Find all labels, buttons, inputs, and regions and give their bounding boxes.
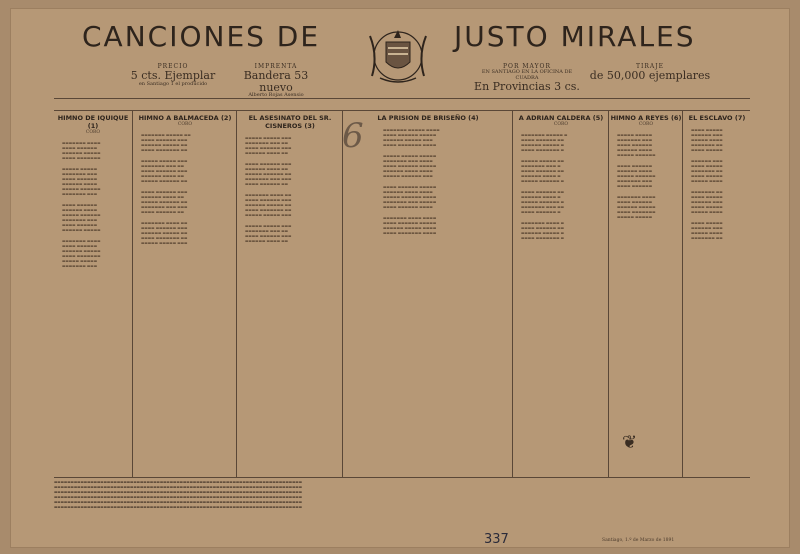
column-number: (7) [734,114,746,122]
footer-notes: ▬▬▬▬▬▬▬▬▬▬▬▬▬▬▬▬▬▬▬▬▬▬▬▬▬▬▬▬▬▬▬▬▬▬▬▬▬▬▬▬▬▬▬▬▬▬▬▬▬▬▬▬▬▬▬▬▬▬▬▬▬▬▬▬▬▬▬▬▬▬▬▬▬▬▬ ▬▬▬▬▬▬▬▬▬▬▬▬▬▬▬▬▬▬▬▬▬▬▬▬▬▬▬▬▬▬▬▬▬▬▬▬▬▬▬▬▬▬▬▬▬▬▬▬▬▬▬▬▬▬▬▬▬▬▬▬▬▬▬▬▬▬▬▬▬▬▬▬▬▬▬ ▬▬▬▬▬▬▬▬▬▬▬▬▬▬▬▬▬▬▬▬▬▬▬▬▬▬▬▬▬▬▬▬▬▬▬▬▬▬▬▬▬▬▬▬▬▬▬▬▬▬▬▬▬▬▬▬▬▬▬▬▬▬▬▬▬▬▬▬▬▬▬▬▬▬▬ ▬▬▬▬▬▬▬▬▬▬▬▬▬▬▬▬▬▬▬▬▬▬▬▬▬▬▬▬▬▬▬▬▬▬▬▬▬▬▬▬▬▬▬▬▬▬▬▬▬▬▬▬▬▬▬▬▬▬▬▬▬▬▬▬▬▬▬▬▬▬▬▬▬▬▬ ▬▬▬▬▬▬▬▬▬▬▬▬▬▬▬▬▬▬▬▬▬▬▬▬▬▬▬▬▬▬▬▬▬▬▬▬▬▬▬▬▬▬▬▬▬▬▬▬▬▬▬▬▬▬▬▬▬▬▬▬▬▬▬▬▬▬▬▬▬▬▬▬▬▬▬ ▬▬▬▬▬▬▬▬▬▬▬▬▬▬▬▬▬▬▬▬▬▬▬▬▬▬▬▬▬▬▬▬▬▬▬▬▬▬▬▬▬▬▬▬▬▬▬▬▬▬▬▬▬▬▬▬▬▬▬▬▬▬▬▬▬▬▬▬▬▬▬▬▬▬▬ [54,480,303,509]
column-briseno [342,111,513,477]
column-title: EL ASESINATO DEL SR. CISNEROS [248,114,332,130]
coat-of-arms-icon [360,26,436,88]
column-number: (6) [670,114,682,122]
column-number: (3) [304,122,315,130]
printer-note: Alberto Rojas Asensio [248,92,304,99]
fleuron-ornament-icon: ❦ [622,432,638,453]
column-number: (5) [592,114,604,122]
printer-value: Bandera 53 nuevo [243,69,309,94]
wholesale-block [472,64,582,92]
column-title: A ADRIAN CALDERA [518,114,591,122]
column-himno-iquique [54,111,132,477]
verse-block: ▬▬▬▬▬▬▬ ▬▬▬▬▬ ▬▬▬▬ ▬▬▬▬ ▬▬▬▬▬▬ ▬▬▬▬▬ ▬▬▬▬▬▬ ▬▬▬▬▬ ▬▬▬ ▬▬▬▬ ▬▬▬▬▬▬▬ ▬▬▬▬ ▬▬▬▬▬ ▬▬▬▬▬ ▬▬▬▬▬ ▬▬▬▬▬▬▬ ▬▬▬ ▬▬▬▬ ▬▬▬▬ ▬▬▬▬▬▬ ▬▬▬▬▬ ▬▬▬▬▬▬ ▬▬▬▬ ▬▬▬▬ ▬▬▬▬▬ ▬▬▬▬▬▬ ▬▬▬ ▬▬▬▬ ▬▬▬▬▬▬ ▬▬▬▬▬ ▬▬▬▬▬▬ ▬▬▬▬ ▬▬▬▬ ▬▬▬▬▬ ▬▬▬▬▬▬ ▬▬▬▬ ▬▬▬▬▬▬▬ ▬▬▬ ▬▬▬▬▬ ▬▬▬▬ ▬▬▬▬▬▬ ▬▬▬▬ ▬▬▬▬▬▬▬ ▬▬▬▬ ▬▬▬▬ ▬▬▬▬ ▬▬▬▬▬▬ ▬▬▬▬▬ ▬▬▬▬▬▬ ▬▬▬▬▬ ▬▬▬▬ ▬▬▬▬ ▬▬▬▬▬▬▬ ▬▬▬▬ [383,128,440,235]
header [10,8,790,108]
column-el-esclavo [682,111,751,477]
archive-number: 337 [484,532,509,547]
column-number: (2) [220,114,232,122]
verse-block: ▬▬▬▬▬ ▬▬▬▬▬ ▬▬▬ ▬▬▬▬▬▬▬ ▬▬▬ ▬▬ ▬▬▬▬ ▬▬▬▬▬▬ ▬▬▬ ▬▬▬▬▬▬ ▬▬▬▬ ▬▬ ▬▬▬▬ ▬▬▬▬▬▬ ▬▬▬ ▬▬▬▬▬▬ ▬▬▬▬ ▬▬ ▬▬▬▬▬ ▬▬▬▬▬▬ ▬▬ ▬▬▬▬▬▬▬ ▬▬▬ ▬▬▬ ▬▬▬▬ ▬▬▬▬▬▬ ▬▬ ▬▬▬▬▬▬▬ ▬▬▬▬ ▬▬ ▬▬▬▬ ▬▬▬▬▬▬ ▬▬▬ ▬▬▬▬▬▬ ▬▬▬▬▬ ▬▬ ▬▬▬▬ ▬▬▬▬▬▬▬ ▬▬ ▬▬▬▬▬ ▬▬▬▬▬ ▬▬▬ ▬▬▬▬▬ ▬▬▬▬▬ ▬▬▬ ▬▬▬▬▬▬▬ ▬▬▬ ▬▬ ▬▬▬▬ ▬▬▬▬▬▬ ▬▬▬ ▬▬▬▬▬▬ ▬▬▬▬ ▬▬ [245,136,292,243]
column-cisneros [236,111,343,477]
price-label: PRECIO [157,63,189,70]
pen-mark: 6 [342,116,364,156]
verse-block: ▬▬▬▬▬▬▬ ▬▬▬▬▬ ▬ ▬▬▬▬ ▬▬▬▬▬▬ ▬▬ ▬▬▬▬▬▬ ▬▬▬▬▬ ▬ ▬▬▬▬ ▬▬▬▬▬▬▬ ▬ ▬▬▬▬▬ ▬▬▬▬▬ ▬▬ ▬▬▬▬▬▬▬ ▬▬▬ ▬ ▬▬▬▬ ▬▬▬▬▬▬ ▬▬ ▬▬▬▬▬▬ ▬▬▬▬ ▬ ▬▬▬▬▬ ▬▬▬▬▬▬ ▬ ▬▬▬▬ ▬▬▬▬▬▬ ▬▬ ▬▬▬▬▬▬ ▬▬▬▬ ▬ ▬▬▬▬▬ ▬▬▬▬▬▬ ▬ ▬▬▬▬▬▬▬ ▬▬▬ ▬▬ ▬▬▬▬ ▬▬▬▬▬▬ ▬ ▬▬▬▬▬▬▬ ▬▬▬▬ ▬ ▬▬▬▬ ▬▬▬▬▬▬ ▬▬ ▬▬▬▬▬▬ ▬▬▬▬▬ ▬ ▬▬▬▬ ▬▬▬▬▬▬▬ ▬ [521,133,568,240]
column-title: HIMNO DE IQUIQUE [57,114,129,122]
column-number: (1) [87,122,99,130]
wholesale-label: POR MAYOR [502,63,551,70]
column-title: HIMNO A REYES [610,114,669,122]
verse-block: ▬▬▬▬ ▬▬▬▬▬ ▬▬▬▬▬▬ ▬▬▬ ▬▬▬▬▬ ▬▬▬▬ ▬▬▬▬▬▬▬ ▬▬ ▬▬▬▬ ▬▬▬▬▬ ▬▬▬▬▬▬ ▬▬▬ ▬▬▬▬ ▬▬▬▬▬ ▬▬▬▬▬▬▬ ▬▬ ▬▬▬▬ ▬▬▬▬▬ ▬▬▬▬▬ ▬▬▬▬ ▬▬▬▬▬▬▬ ▬▬ ▬▬▬▬ ▬▬▬▬▬ ▬▬▬▬▬▬ ▬▬▬ ▬▬▬▬ ▬▬▬▬▬ ▬▬▬▬▬ ▬▬▬▬ ▬▬▬▬ ▬▬▬▬▬ ▬▬▬▬▬▬ ▬▬▬ ▬▬▬▬▬ ▬▬▬▬ ▬▬▬▬▬▬▬ ▬▬ [691,128,723,240]
column-title: EL ESCLAVO [688,114,733,122]
header-rule [54,98,750,99]
column-subtitle: CORO [553,122,569,127]
column-himno-reyes [608,111,683,477]
column-subtitle: CORO [177,122,193,127]
column-himno-balmaceda [132,111,237,477]
column-title: LA PRISION DE BRISEÑO [377,114,466,122]
price-note: en Santiago 1 el producido [138,80,208,87]
printer-label: IMPRENTA [254,63,298,70]
wholesale-note: EN SANTIAGO EN LA OFICINA DE CUADRA [481,69,573,81]
song-columns [54,110,750,478]
column-number: (4) [468,114,479,122]
print-run-value: de 50,000 ejemplares [589,69,711,83]
verse-block: ▬▬▬▬▬▬▬ ▬▬▬▬▬ ▬▬ ▬▬▬▬ ▬▬▬▬▬▬ ▬▬▬ ▬▬▬▬▬▬ ▬▬▬▬▬ ▬▬ ▬▬▬▬ ▬▬▬▬▬▬▬ ▬▬ ▬▬▬▬▬ ▬▬▬▬▬ ▬▬▬ ▬▬▬▬▬▬▬ ▬▬▬ ▬▬ ▬▬▬▬ ▬▬▬▬▬▬ ▬▬▬ ▬▬▬▬▬▬ ▬▬▬▬ ▬▬ ▬▬▬▬▬ ▬▬▬▬▬▬ ▬▬ ▬▬▬▬ ▬▬▬▬▬▬ ▬▬▬ ▬▬▬▬▬▬ ▬▬▬▬ ▬▬ ▬▬▬▬▬ ▬▬▬▬▬▬ ▬▬ ▬▬▬▬▬▬▬ ▬▬▬ ▬▬▬ ▬▬▬▬ ▬▬▬▬▬▬ ▬▬ ▬▬▬▬▬▬▬ ▬▬▬▬ ▬▬ ▬▬▬▬ ▬▬▬▬▬▬ ▬▬▬ ▬▬▬▬▬▬ ▬▬▬▬▬ ▬▬ ▬▬▬▬ ▬▬▬▬▬▬▬ ▬▬ ▬▬▬▬▬ ▬▬▬▬▬ ▬▬▬ [141,133,191,245]
column-title: HIMNO A BALMACEDA [138,114,219,122]
print-run-block [580,64,720,82]
printer-block [226,64,326,99]
column-subtitle: CORO [85,130,101,135]
price-block [128,64,218,87]
broadside-sheet [10,8,790,548]
wholesale-value: En Provincias 3 cs. [474,79,580,93]
verse-block: ▬▬▬▬▬▬▬ ▬▬▬▬ ▬▬▬▬ ▬▬▬▬▬▬ ▬▬▬▬▬▬ ▬▬▬▬▬ ▬▬▬▬ ▬▬▬▬▬▬▬ ▬▬▬▬▬ ▬▬▬▬▬ ▬▬▬▬▬▬▬ ▬▬▬ ▬▬▬▬ ▬▬▬▬▬▬ ▬▬▬▬▬▬ ▬▬▬▬ ▬▬▬▬▬ ▬▬▬▬▬▬ ▬▬▬▬▬▬▬ ▬▬▬ ▬▬▬▬ ▬▬▬▬▬▬ ▬▬▬▬▬▬ ▬▬▬▬ ▬▬▬▬▬ ▬▬▬▬▬▬ ▬▬▬▬▬▬▬ ▬▬▬ ▬▬▬▬ ▬▬▬▬▬▬ ▬▬▬▬▬▬ ▬▬▬▬▬ ▬▬▬▬▬▬▬ ▬▬▬▬ ▬▬▬▬ ▬▬▬▬▬▬ ▬▬▬▬▬▬ ▬▬▬▬▬ ▬▬▬▬ ▬▬▬▬▬▬▬ ▬▬▬▬▬ ▬▬▬▬▬ ▬▬▬▬▬▬▬ ▬▬▬ [62,141,101,268]
verse-block: ▬▬▬▬▬ ▬▬▬▬▬ ▬▬▬▬▬▬▬ ▬▬▬ ▬▬▬▬ ▬▬▬▬▬▬ ▬▬▬▬▬▬ ▬▬▬▬ ▬▬▬▬▬ ▬▬▬▬▬▬ ▬▬▬▬ ▬▬▬▬▬▬ ▬▬▬▬▬▬ ▬▬▬▬ ▬▬▬▬▬ ▬▬▬▬▬▬ ▬▬▬▬▬▬▬ ▬▬▬ ▬▬▬▬ ▬▬▬▬▬▬ ▬▬▬▬▬▬▬ ▬▬▬▬ ▬▬▬▬ ▬▬▬▬▬▬ ▬▬▬▬▬▬ ▬▬▬▬▬ ▬▬▬▬ ▬▬▬▬▬▬▬ ▬▬▬▬▬ ▬▬▬▬▬ [617,133,656,219]
print-run-label: TIRAJE [635,63,664,70]
price-value: 5 cts. Ejemplar [130,69,216,83]
column-caldera [512,111,609,477]
page-title-left: CANCIONES DE [82,20,321,53]
date-line: Santiago, 1.º de Marzo de 1891 [602,538,675,543]
column-subtitle: CORO [638,122,654,127]
page-title-right: JUSTO MIRALES [454,20,696,53]
